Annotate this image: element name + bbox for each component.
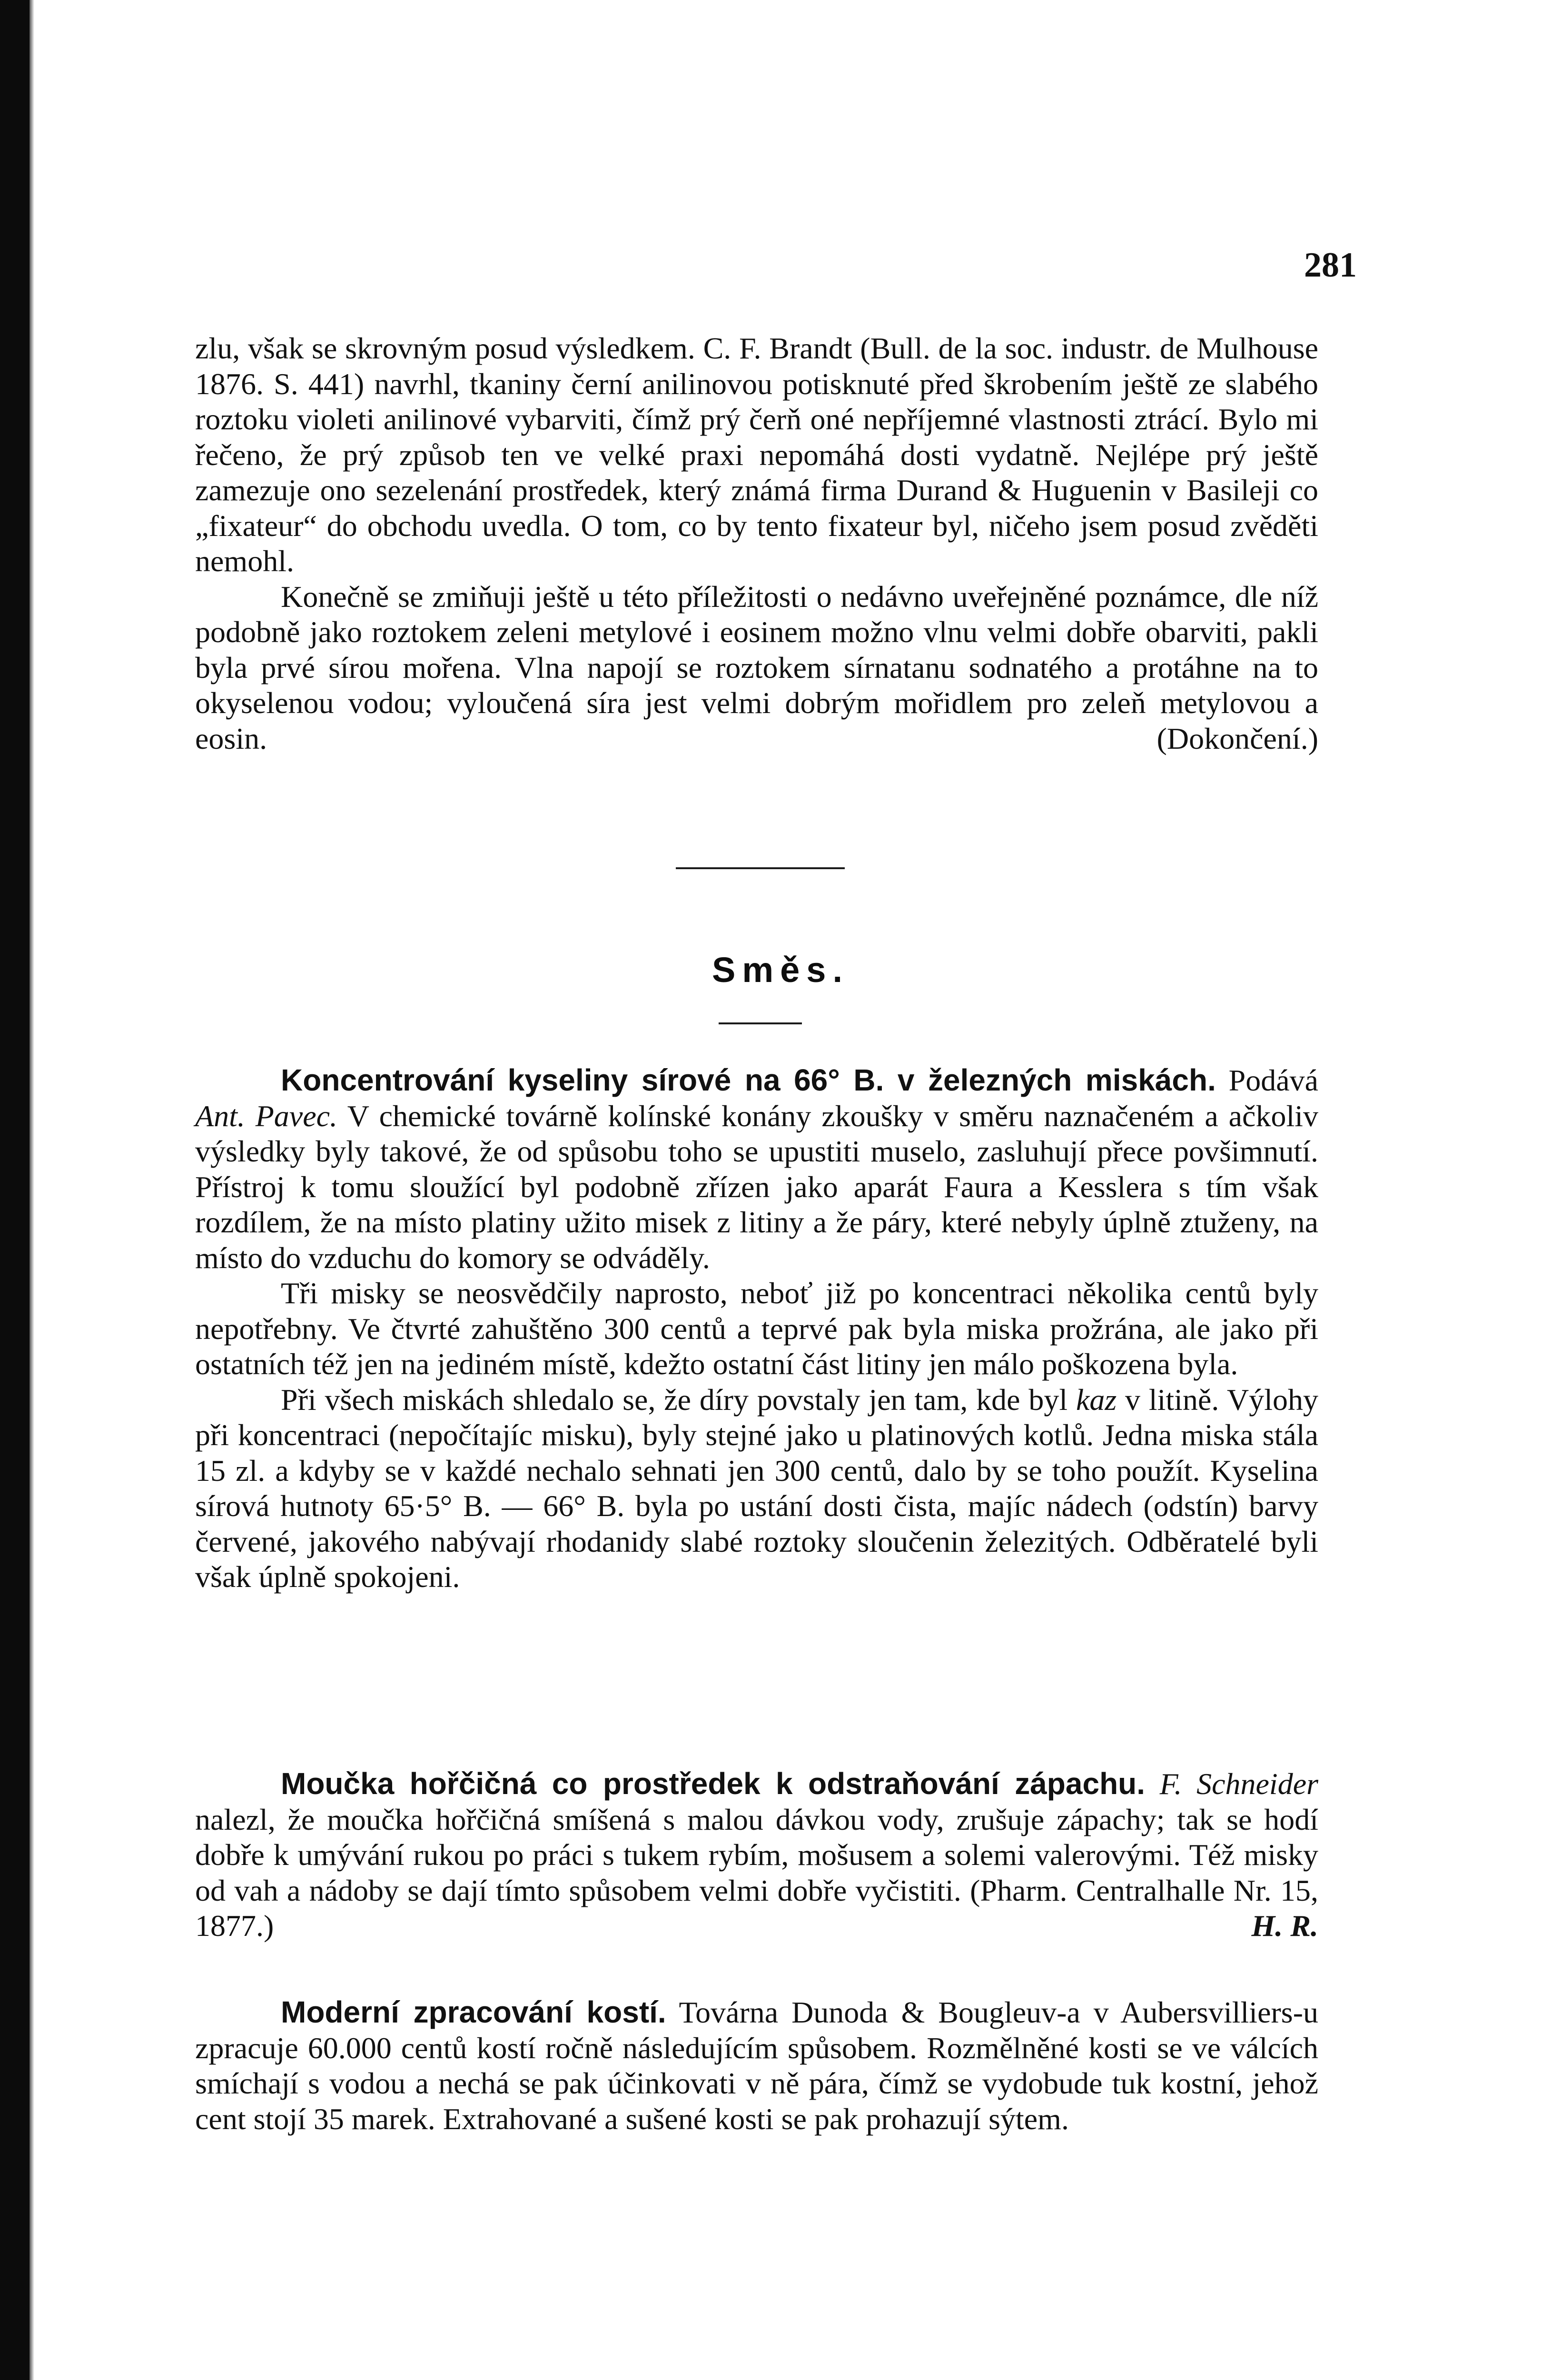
article-1-paragraph-2: Tři misky se neosvědčily naprosto, neboť již po koncentraci několika centů byly nepotřebny. Ve čtvrté zahuštěno 300 centů a teprvé pak byla miska prožrána, ale jako při ostatních též jen na jediném místě, kdežto ostatní část litiny jen málo poškozena byla.	[195, 1276, 1318, 1381]
article-2-paragraph	[195, 1766, 1318, 1944]
article-1-body-3-italic: kaz	[1076, 1382, 1117, 1417]
article-3-body: Továrna Dunoda & Bougleuv-a v Aubersvilliers-u zpracuje 60.000 centů kostí ročně následujícím spůsobem. Rozmělněné kosti se ve válcích smíchají s vodou a nechá se pak účinkovati v ně pára, čímž se vydobude tuk kostní, jehož cent stojí 35 marek. Extrahované a sušené kosti se pak prohazují sýtem.	[195, 1995, 1319, 2136]
scan-edge-shadow	[30, 0, 34, 2380]
intro-paragraph-2	[195, 579, 1318, 757]
page-number: 281	[1304, 246, 1357, 285]
intro-paragraph: zlu, však se skrovným posud výsledkem. C. F. Brandt (Bull. de la soc. industr. de Mulhouse 1876. S. 441) navrhl, tkaniny černí anilinovou potisknuté před škrobením ještě ze slabého roztoku violeti anilinové vybarviti, čímž prý čerň oné nepříjemné vlastnosti ztrácí. Bylo mi řečeno, že prý způsob ten ve velké praxi nepomáhá dosti vydatně. Nejlépe prý ještě zamezuje ono sezelenání prostředek, který známá firma Durand & Huguenin v Basileji co „fixateur“ do obchodu uvedla. O tom, co by tento fixateur byl, ničeho jsem posud zvěděti nemohl.	[195, 331, 1318, 578]
article-2-heading: Moučka hořčičná co prostředek k odstraňování zápachu.	[281, 1766, 1146, 1801]
article-mustard-flour	[195, 1766, 1318, 1944]
article-1-byline-prefix: Podává	[1228, 1063, 1318, 1097]
article-1-body-3b: v litině. Výlohy při koncentraci (nepočítajíc misku), byly stejné jako u platinových kotlů. Jedna miska stála 15 zl. a kdyby se v každé nechalo sehnati jen 300 centů, dalo by se toho použít. Kyselina sírová hutnoty 65·5° B. — 66° B. byla po ustání dosti čista, majíc nádech (odstín) barvy červené, jakového nabývají rhodanidy slabé roztoky sloučenin železitých. Odběratelé byli však úplně spokojeni.	[195, 1382, 1319, 1594]
article-bone-processing	[195, 1994, 1318, 2137]
article-2-author: F. Schneider	[1159, 1767, 1319, 1801]
article-1-paragraph-1	[195, 1062, 1318, 1276]
section-title: Směs.	[711, 950, 850, 990]
separator-rule-top	[676, 867, 845, 869]
intro-block	[195, 331, 1318, 756]
article-2-signature: H. R.	[1251, 1909, 1318, 1943]
article-1-author: Ant. Pavec.	[195, 1099, 338, 1133]
article-1-paragraph-3	[195, 1382, 1318, 1595]
scan-left-edge	[0, 0, 30, 2380]
intro-paragraph-2-text: Konečně se zmiňuji ještě u této příležitosti o nedávno uveřejněné poznámce, dle níž podobně jako roztokem zeleni metylové i eosinem možno vlnu velmi dobře obarviti, pakli byla prvé sírou mořena. Vlna napojí se roztokem sírnatanu sodnatého a protáhne na to okyselenou vodou; vyloučená síra jest velmi dobrým mořidlem pro zeleň metylovou a eosin.	[195, 579, 1318, 755]
article-3-paragraph	[195, 1994, 1318, 2137]
article-2-body: nalezl, že moučka hořčičná smíšená s malou dávkou vody, zrušuje zápachy; tak se hodí dobře k umývání rukou po práci s tukem rybím, mošusem a solemi valerovými. Též misky od vah a nádoby se dají tímto spůsobem velmi dobře vyčistiti. (Pharm. Centralhalle Nr. 15, 1877.)	[195, 1802, 1318, 1943]
article-sulfuric-acid	[195, 1062, 1318, 1595]
article-1-body-3a: Při všech miskách shledalo se, že díry povstaly jen tam, kde byl	[281, 1382, 1068, 1417]
separator-rule-bottom	[719, 1022, 802, 1024]
article-1-heading: Koncentrování kyseliny sírové na 66° B. v železných miskách.	[281, 1063, 1216, 1097]
article-3-heading: Moderní zpracování kostí.	[281, 1995, 666, 2029]
continued-note: (Dokončení.)	[1156, 721, 1318, 755]
article-1-body-1: V chemické továrně kolínské konány zkoušky v směru naznačeném a ačkoliv výsledky byly takové, že od spůsobu toho se upustiti muselo, zasluhují přece povšimnutí. Přístroj k tomu sloužící byl podobně zřízen jako aparát Faura a Kesslera s tím však rozdílem, že na místo platiny užito misek z litiny a že páry, které nebyly úplně ztuženy, na místo do vzduchu do komory se odváděly.	[195, 1099, 1319, 1275]
